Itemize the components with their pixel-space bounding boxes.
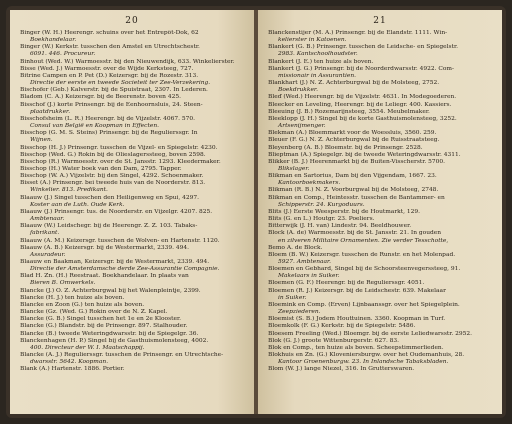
directory-line: Blaauw en Baakman, Keizersgr. bij de Westermarkt, 2339. 494. — [20, 259, 210, 265]
directory-line: Schipperstr. 24. Kurgoduurs. — [278, 201, 365, 208]
directory-line: Bisschofsheim (L. R.) Heerengr. bij de Vijzelstr. 4067. 570. — [20, 115, 196, 122]
directory-line: Ambtenaar. — [30, 216, 65, 223]
directory-line: en zilveren Militaire Ornamenten. Zie verder Tesschotte, — [278, 237, 449, 244]
directory-line: Block (A. de) Warmoesstr. bij de St. Jansstr. 21. In gouden — [268, 230, 442, 237]
directory-line: Blankhart (J.) N. Z. Achterburgwal bij de Molsteeg, 2752. — [268, 80, 440, 87]
directory-line: dwarsstr. 5642. Koopman. — [30, 359, 109, 366]
directory-line: Binger (W.) Kerkstr. tusschen den Amstel en Utrechtschestr. — [20, 44, 200, 51]
directory-line: plaatdrukker. — [30, 108, 71, 115]
directory-line: Bleeklopp (J. H.) Singel bij de korte Gasthuismolensteeg, 3252. — [268, 115, 457, 122]
directory-line: Bisset (A.) Prinsengr. bei tweede huis van de Noorderstr. 813. — [20, 180, 206, 187]
directory-line: Bleecker en Leveling, Heerengr. bij de Leliegr. 400. Kassiers. — [268, 101, 452, 108]
directory-line: Artsenijmenger. — [278, 123, 326, 130]
directory-line: Kantoorboekmakers. — [278, 180, 341, 187]
directory-line: Blok (G. J.) groote Wittenburgerstr. 627. 83. — [268, 337, 400, 344]
directory-line: Blancke en Zoon (G.) ten huize als boven. — [20, 301, 145, 308]
directory-line: Blad H. Zn. (H.) Reestraat. Boekhandelaar. In plaats van — [20, 273, 189, 280]
directory-line: Bischofer (Geb.) Kalverstr. bij de Spuistraat, 2307. In Lederen. — [20, 87, 208, 94]
directory-line: Bladom (C. A.) Keizersgr. bij de Beerenstr. boven 425. — [20, 94, 181, 101]
directory-line: Blikman (R. B.) N. Z. Voorburgwal bij de Molsteeg, 2748. — [268, 187, 439, 194]
directory-line: Blancke (J.) O. Z. Achterburgwal bij het Walenpleintje, 2399. — [20, 287, 201, 294]
directory-line: Kantoor Groenenburgw. 23. In Inlandsche Tabaksbladen. — [278, 359, 449, 366]
directory-line: Winkelier. 813. Predikant. — [30, 187, 108, 194]
directory-line: Blits (J.) Eerste Weesperstr. bij de Houtmarkt, 129. — [268, 208, 420, 215]
directory-line: Blaauw (W.) Leidschegr. bij de Heerengr. Z. Z. 103. Tabaks- — [20, 223, 198, 230]
directory-line: Binger (W. H.) Heerengr. schuins over het Entrepôt-Dok, 62 — [20, 30, 199, 36]
directory-line: Directie der eerste en tweede Societeit ter Zee-Verzekering. — [30, 80, 211, 87]
directory-line: Blaauw (J.) Prinsengr. tus. de Noorderstr. en Vijzelgr. 4207. 825. — [20, 208, 213, 215]
directory-line: Makelaars in Suiker. — [278, 273, 340, 280]
left-page — [10, 10, 254, 414]
directory-line: Blikman en Comp., Heintesstr. tusschen de Bantammer- en — [268, 194, 445, 201]
directory-line: Blancke (G.) Blandstr. bij de Prinsengr. 897. Stalhouder. — [20, 323, 188, 330]
directory-line: Blancke (G. B.) Singel tusschen het 1e en 2e Klooster. — [20, 316, 182, 323]
directory-line: Bloesem Freeling (Wed.) Bloemgr. bij de eerste Leliedwarsstr. 2952. — [268, 330, 472, 337]
directory-line: Bisschop (G. M. S. Steins) Prinsengr. bij de Regulierssgr. In — [20, 130, 198, 137]
right-page-text — [268, 30, 494, 374]
directory-line: Bisschop (H.) Water boek van den Dam, 2795. Tapper. — [20, 165, 182, 172]
directory-line: Blom (W. J.) lange Niezel, 316. In Grutterswaren. — [268, 366, 415, 373]
directory-line: Blikker (B. J.) Heerenmarkt bij de Buiten-Visscherstr. 5700. — [268, 158, 445, 165]
directory-line: Binhout (Wed. W.) Warmoesstr. bij den Nieuwendijk, 633. Winkelierster. — [20, 58, 235, 65]
directory-line: Bloem (B. W.) Keizersgr. tusschen de Runstr. en het Molenpad. — [268, 251, 456, 258]
directory-line: Blikman en Sartorius, Dam bij den Vijgendam, 1667. 23. — [268, 173, 437, 180]
directory-line: Blikslager. — [278, 165, 310, 172]
directory-line: Blokhuis en Zn. (G.) Kloveniersburgw. over het Oudemanhuis, 28. — [268, 352, 465, 359]
directory-line: missionair in Assurantien. — [278, 72, 356, 79]
directory-line: Consul van België en Koopman in Effecten. — [30, 123, 159, 130]
directory-line: Blancke (Gz. (Wed. G.) Rokin over de N. Z. Kapel. — [20, 309, 168, 316]
directory-line: Blieptman (A.) Spiegelgr. bij de tweede Weteringdwarsstr. 4311. — [268, 151, 461, 158]
directory-line: Bloemen en Gebhard, Singel bij de Schoorsteenvegerssteeg, 91. — [268, 266, 461, 273]
directory-line: Bitterwijk (J. H. van) Lindestr. 94. Beeldhouwer. — [268, 223, 412, 230]
directory-line: Blank (A.) Hartenstr. 1886. Portier. — [20, 366, 125, 373]
directory-line: Boekhandelaar. — [30, 37, 77, 44]
directory-line: Bieren B. Omwerkels. — [30, 280, 96, 287]
directory-line: Blaauw (A. B.) Keizersgr. bij de Westermarkt, 2339. 494. — [20, 244, 190, 251]
directory-line: Bisschop (H. J.) Prinsengr. tusschen de Vijzel- en Spiegelstr. 4230. — [20, 144, 218, 151]
directory-line: Koster aan de Luth. Oude Kerk. — [30, 201, 125, 208]
directory-line: Blancke (H. J.) ten huize als boven. — [20, 294, 125, 301]
directory-line: Blanckenhagen (H. P.) Singel bij de Gasthuismolensteeg, 4002. — [20, 337, 209, 344]
directory-line: Blankert (J. G.) Prinsengr. bij de Noorderdwarsstr. 4922. Com- — [268, 65, 455, 72]
directory-line: Boekdrukker. — [278, 87, 318, 94]
directory-line: Blancke (B.) tweede Weteringdwarsstr. bij de Spiegelgr. 36. — [20, 330, 199, 337]
directory-line: Directie der Amsterdamsche derde Zee-Assurantie Compagnie. — [30, 266, 220, 273]
directory-line: fabrikant. — [30, 230, 60, 237]
directory-line: in Suiker. — [278, 294, 307, 301]
directory-line: Bloemist (S. B.) Jodem Houttuinen. 3360. Koopman in Turf. — [268, 316, 446, 323]
directory-line: Blok en Comp., ten huize als boven. Scheepstimmerlieden. — [268, 344, 444, 351]
left-page-text — [20, 30, 246, 374]
directory-line: 2983. Kantschoolhoudster. — [278, 51, 358, 58]
directory-line: Bloemkolk (F. G.) Kerkstr. bij de Spiegelstr. 5486. — [268, 323, 416, 330]
directory-line: Bleď (Wed.) Heerengr. bij de Vijzelstr. 4631. In Modegoederen. — [268, 94, 457, 101]
directory-line: Blits (G. en L.) Houtgr. 23. Poeliers. — [268, 216, 375, 223]
directory-line: Bitrine Campen en P. Pet (D.) Keizersgr. bij de Rozestr. 313. — [20, 72, 199, 79]
directory-line: Blankert (G. B.) Prinsengr. tusschen de Leidsche- en Spiegelstr. — [268, 44, 458, 51]
directory-line: kelierster in Katoenen. — [278, 37, 347, 44]
directory-line: Blaauw (J.) Singel tusschen den Heiligenweg en Spui, 4297. — [20, 194, 200, 201]
directory-line: Bleyenberg (A. B.) Bloemstr. bij de Prinsengr. 2528. — [268, 144, 423, 151]
directory-line: Bisse (Wed. J.) Warmoesstr. over de Wijde Kerksteeg, 727. — [20, 65, 194, 72]
directory-line: Blaauw (A. M.) Keizersgr. tusschen de Wolven- en Hartenstr. 1120. — [20, 237, 220, 244]
left-page-number: 20 — [125, 16, 139, 26]
right-page-number: 21 — [373, 16, 387, 26]
open-book — [6, 6, 506, 418]
directory-line: Blankert (J. E.) ten huize als boven. — [268, 58, 374, 65]
directory-line: Bemo A. de Block. — [268, 244, 323, 251]
directory-line: Bisschof (J.) korte Prinsengr. bij de Eenhoornsluis, 24. Steen- — [20, 101, 203, 108]
directory-line: Bloemen (R. J.) Keizersgr. bij de Leidschestr. 639. Makelaar — [268, 287, 446, 294]
directory-line: Bisschop (Wed. G.) Rokin bij de Olieslagerssteeg, boven 2598. — [20, 151, 206, 158]
right-page — [258, 10, 502, 414]
directory-line: 6091. 446. Procureur. — [30, 51, 96, 58]
directory-line: Bleeuing (J. B.) Rozemarijnsteeg, 3554. Meubelmaker. — [268, 108, 430, 115]
directory-line: Blekman (A.) Bloemmarkt voor de Woessluis, 3560. 259. — [268, 130, 437, 137]
directory-line: Bleuer (F. G.) N. Z. Achterburgwal bij de Ruisstraatsteeg. — [268, 137, 440, 144]
directory-line: Bloemink en Comp. (Erven) Lijnbaanssgr. over het Spiegelplein. — [268, 301, 460, 308]
directory-line: Assuradeur. — [30, 251, 66, 258]
directory-line: Zeepziederen. — [278, 309, 321, 316]
directory-line: Blancke (A. J.) Regulierssgr. tusschen de Prinsengr. en Utrechtsche- — [20, 352, 224, 359]
directory-line: Blanckenstijer (M. A.) Prinsengr. bij de Elandstr. 1111. Win- — [268, 30, 448, 36]
directory-line: Bloemen (G. F.) Heerengr. bij de Regulierssgr. 4051. — [268, 280, 425, 287]
directory-line: 400. Directeur der W. I. Maatschappij. — [30, 344, 145, 351]
directory-line: Wijnen. — [30, 137, 53, 144]
directory-line: 5927. Ambtenaar. — [278, 259, 332, 265]
directory-line: Bisschop (W. A.) Vijzelstr. bij den Singel, 4292. Schoenmaker. — [20, 173, 204, 180]
directory-line: Bisschop (R.) Warmoesstr. over de St. Jansstr. 1293. Kleedermaker. — [20, 158, 221, 165]
